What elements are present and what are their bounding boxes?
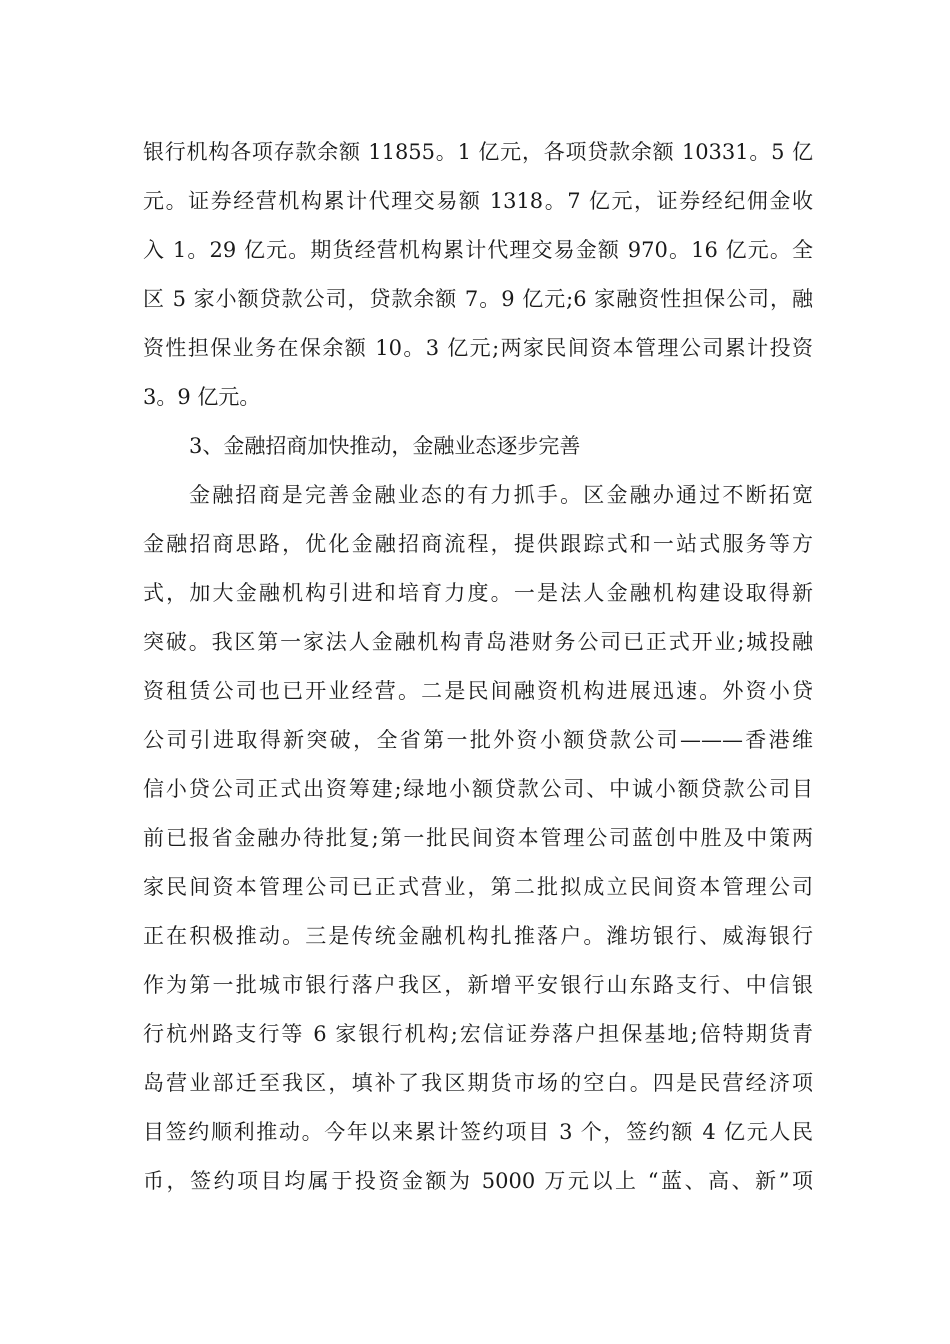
text-line: 3。9 亿元。 <box>143 385 261 409</box>
text-line: 银行机构各项存款余额 11855。1 亿元，各项贷款余额 10331。5 亿 <box>143 140 813 164</box>
text-line: 行杭州路支行等 6 家银行机构;宏信证券落户担保基地;倍特期货青 <box>143 1022 813 1046</box>
text-line: 公司引进取得新突破，全省第一批外资小额贷款公司———香港维 <box>143 728 813 752</box>
text-line: 资性担保业务在保余额 10。3 亿元;两家民间资本管理公司累计投资 <box>143 336 813 360</box>
text-line: 前已报省金融办待批复;第一批民间资本管理公司蓝创中胜及中策两 <box>143 826 813 850</box>
text-line: 金融招商思路，优化金融招商流程，提供跟踪式和一站式服务等方 <box>143 532 813 556</box>
text-line: 式，加大金融机构引进和培育力度。一是法人金融机构建设取得新 <box>143 581 813 605</box>
text-line: 正在积极推动。三是传统金融机构扎推落户。潍坊银行、威海银行 <box>143 924 813 948</box>
text-line: 作为第一批城市银行落户我区，新增平安银行山东路支行、中信银 <box>143 973 813 997</box>
text-line: 元。证券经营机构累计代理交易额 1318。7 亿元，证券经纪佣金收 <box>143 189 813 213</box>
text-line: 区 5 家小额贷款公司，贷款余额 7。9 亿元;6 家融资性担保公司，融 <box>143 287 813 311</box>
text-line: 岛营业部迁至我区，填补了我区期货市场的空白。四是民营经济项 <box>143 1071 813 1095</box>
text-line: 金融招商是完善金融业态的有力抓手。区金融办通过不断拓宽 <box>189 483 813 507</box>
text-line: 突破。我区第一家法人金融机构青岛港财务公司已正式开业;城投融 <box>143 630 813 654</box>
text-line: 入 1。29 亿元。期货经营机构累计代理交易金额 970。16 亿元。全 <box>143 238 813 262</box>
text-line: 币，签约项目均属于投资金额为 5000 万元以上 “蓝、高、新”项 <box>143 1169 813 1193</box>
text-line: 家民间资本管理公司已正式营业，第二批拟成立民间资本管理公司 <box>143 875 813 899</box>
section-heading: 3、金融招商加快推动，金融业态逐步完善 <box>189 434 581 458</box>
text-line: 目签约顺利推动。今年以来累计签约项目 3 个，签约额 4 亿元人民 <box>143 1120 813 1144</box>
text-line: 信小贷公司正式出资筹建;绿地小额贷款公司、中诚小额贷款公司目 <box>143 777 813 801</box>
paragraph-deposits-loans <box>143 128 813 422</box>
text-line: 资租赁公司也已开业经营。二是民间融资机构进展迅速。外资小贷 <box>143 679 813 703</box>
document-body <box>143 128 813 1206</box>
paragraph-financial-investment <box>143 471 813 1206</box>
